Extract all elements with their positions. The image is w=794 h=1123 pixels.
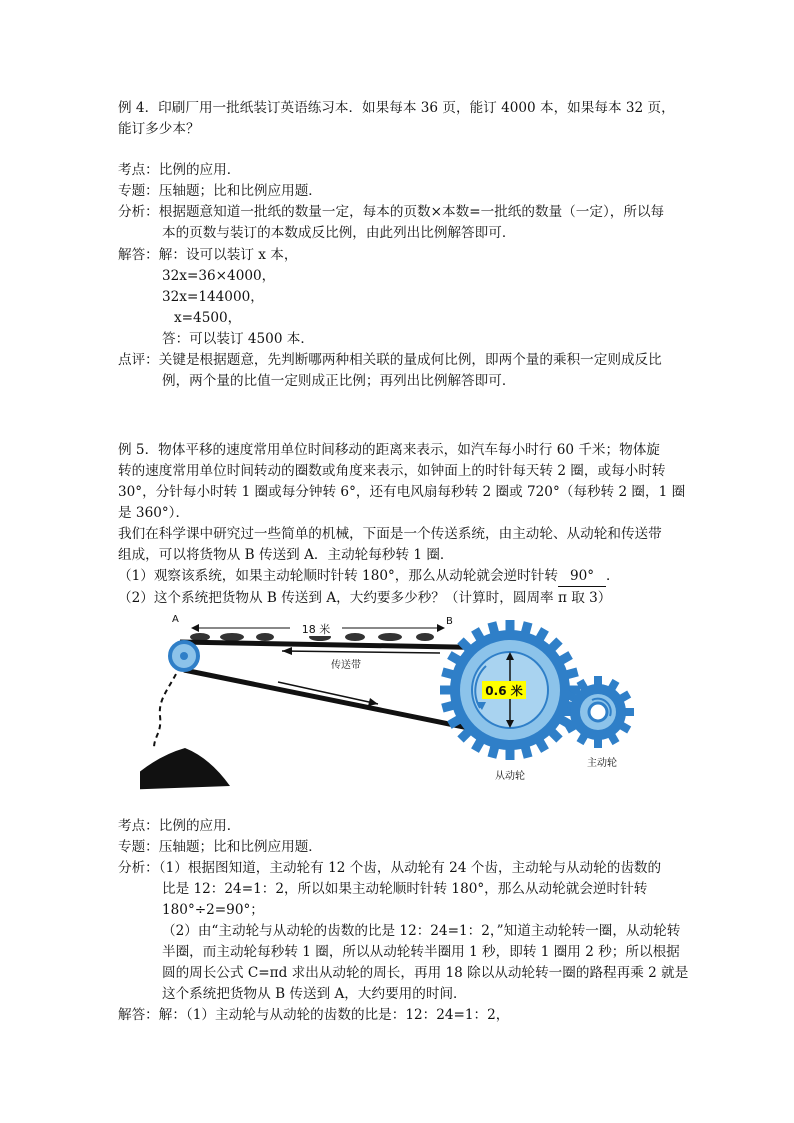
point-b-label: B xyxy=(446,616,453,627)
falling-goods-path xyxy=(154,666,180,748)
ex4-step3: x=4500， xyxy=(174,310,242,326)
ex4-zhuanti: 专题：压轴题；比和比例应用题． xyxy=(118,183,322,199)
driven-gear xyxy=(440,620,580,760)
ex4-dianping-line2: 例，两个量的比值一定则成正比例；再列出比例解答即可． xyxy=(162,373,516,389)
belt-label: 传送带 xyxy=(331,660,361,671)
ex5-fenxi-line7: 这个系统把货物从 B 传送到 A，大约要用的时间． xyxy=(162,986,467,1002)
ex5-jieda-line1: 解答：解：（1）主动轮与从动轮的齿数的比是：12：24=1：2， xyxy=(118,1007,510,1023)
ex4-fenxi-line1: 分析：根据题意知道一批纸的数量一定，每本的页数×本数=一批纸的数量（一定），所以每 xyxy=(118,204,665,220)
point-a-label: A xyxy=(172,614,179,625)
ex5-fenxi-line6: 圆的周长公式 C=πd 求出从动轮的周长，再用 18 除以从动轮转一圈的路程再乘 2 就是 xyxy=(162,965,689,981)
ex5-sub1-text: （1）观察该系统，如果主动轮顺时针转 180°，那么从动轮就会逆时针转 xyxy=(118,568,558,584)
ex4-answer: 答：可以装订 4500 本． xyxy=(162,331,314,347)
ex5-fenxi-line5: 半圈，而主动轮每秒转 1 圈，所以从动轮转半圈用 1 秒，即转 1 圈用 2 秒；所以根据 xyxy=(162,944,680,960)
ex5-zhuanti: 专题：压轴题；比和比例应用题． xyxy=(118,839,322,855)
ex5-fenxi-line2: 比是 12：24=1：2，所以如果主动轮顺时针转 180°，那么从动轮就会逆时针转 xyxy=(162,881,648,897)
ex5-sub1-period: ． xyxy=(606,568,620,584)
ex5-fenxi-line3: 180°÷2=90°； xyxy=(162,902,264,918)
distance-label: 18 米 xyxy=(301,623,331,636)
ex4-question-line1: 例 4．印刷厂用一批纸装订英语练习本．如果每本 36 页，能订 4000 本，如果每本 32 页， xyxy=(118,100,675,116)
ex5-subquestion-1 xyxy=(118,566,620,587)
ex5-question-line5: 我们在科学课中研究过一些简单的机械，下面是一个传送系统，由主动轮、从动轮和传送带 xyxy=(118,526,662,542)
ex5-kaodian: 考点：比例的应用． xyxy=(118,818,241,834)
ex5-fenxi-line1: 分析：（1）根据图知道，主动轮有 12 个齿，从动轮有 24 个齿，主动轮与从动轮的齿数的 xyxy=(118,860,662,876)
ex4-question-line2: 能订多少本？ xyxy=(118,121,200,137)
belt-direction-arrow-top xyxy=(282,651,440,653)
ex4-jieda: 解答：解：设可以装订 x 本， xyxy=(118,247,298,263)
ex4-step1: 32x=36×4000， xyxy=(162,268,276,284)
goods-pile xyxy=(140,748,230,790)
ex5-question-line4: 是 360°）． xyxy=(118,505,190,521)
driven-wheel-label: 从动轮 xyxy=(495,771,525,782)
conveyor-figure xyxy=(140,608,660,808)
ex5-question-line6: 组成，可以将货物从 B 传送到 A．主动轮每秒转 1 圈． xyxy=(118,547,454,563)
ex5-fenxi-line4: （2）由“主动轮与从动轮的齿数的比是 12：24=1：2，”知道主动轮转一圈，从动轮转 xyxy=(162,923,681,939)
ex5-question-line1: 例 5．物体平移的速度常用单位时间移动的距离来表示，如汽车每小时行 60 千米；物体旋 xyxy=(118,442,660,458)
ex4-fenxi-line2: 本的页数与装订的本数成反比例，由此列出比例解答即可． xyxy=(162,225,516,241)
ex5-subquestion-2: （2）这个系统把货物从 B 传送到 A，大约要多少秒？（计算时，圆周率 π 取 3） xyxy=(118,590,612,606)
ex5-question-line3: 30°，分针每小时转 1 圈或每分钟转 6°，还有电风扇每秒转 2 圈或 720°（每秒转 2 圈，1 圈 xyxy=(118,484,686,500)
ex5-sub1-answer: 90° xyxy=(558,566,606,587)
diameter-label: 0.6 米 xyxy=(485,684,523,698)
driving-wheel-label: 主动轮 xyxy=(587,758,617,769)
ex4-kaodian: 考点：比例的应用． xyxy=(118,162,241,178)
ex4-dianping-line1: 点评：关键是根据题意，先判断哪两种相关联的量成何比例，即两个量的乘积一定则成反比 xyxy=(118,352,662,368)
ex5-question-line2: 转的速度常用单位时间转动的圈数或角度来表示，如钟面上的时针每天转 2 圈，或每小时转 xyxy=(118,463,666,479)
ex4-step2: 32x=144000， xyxy=(162,289,264,305)
